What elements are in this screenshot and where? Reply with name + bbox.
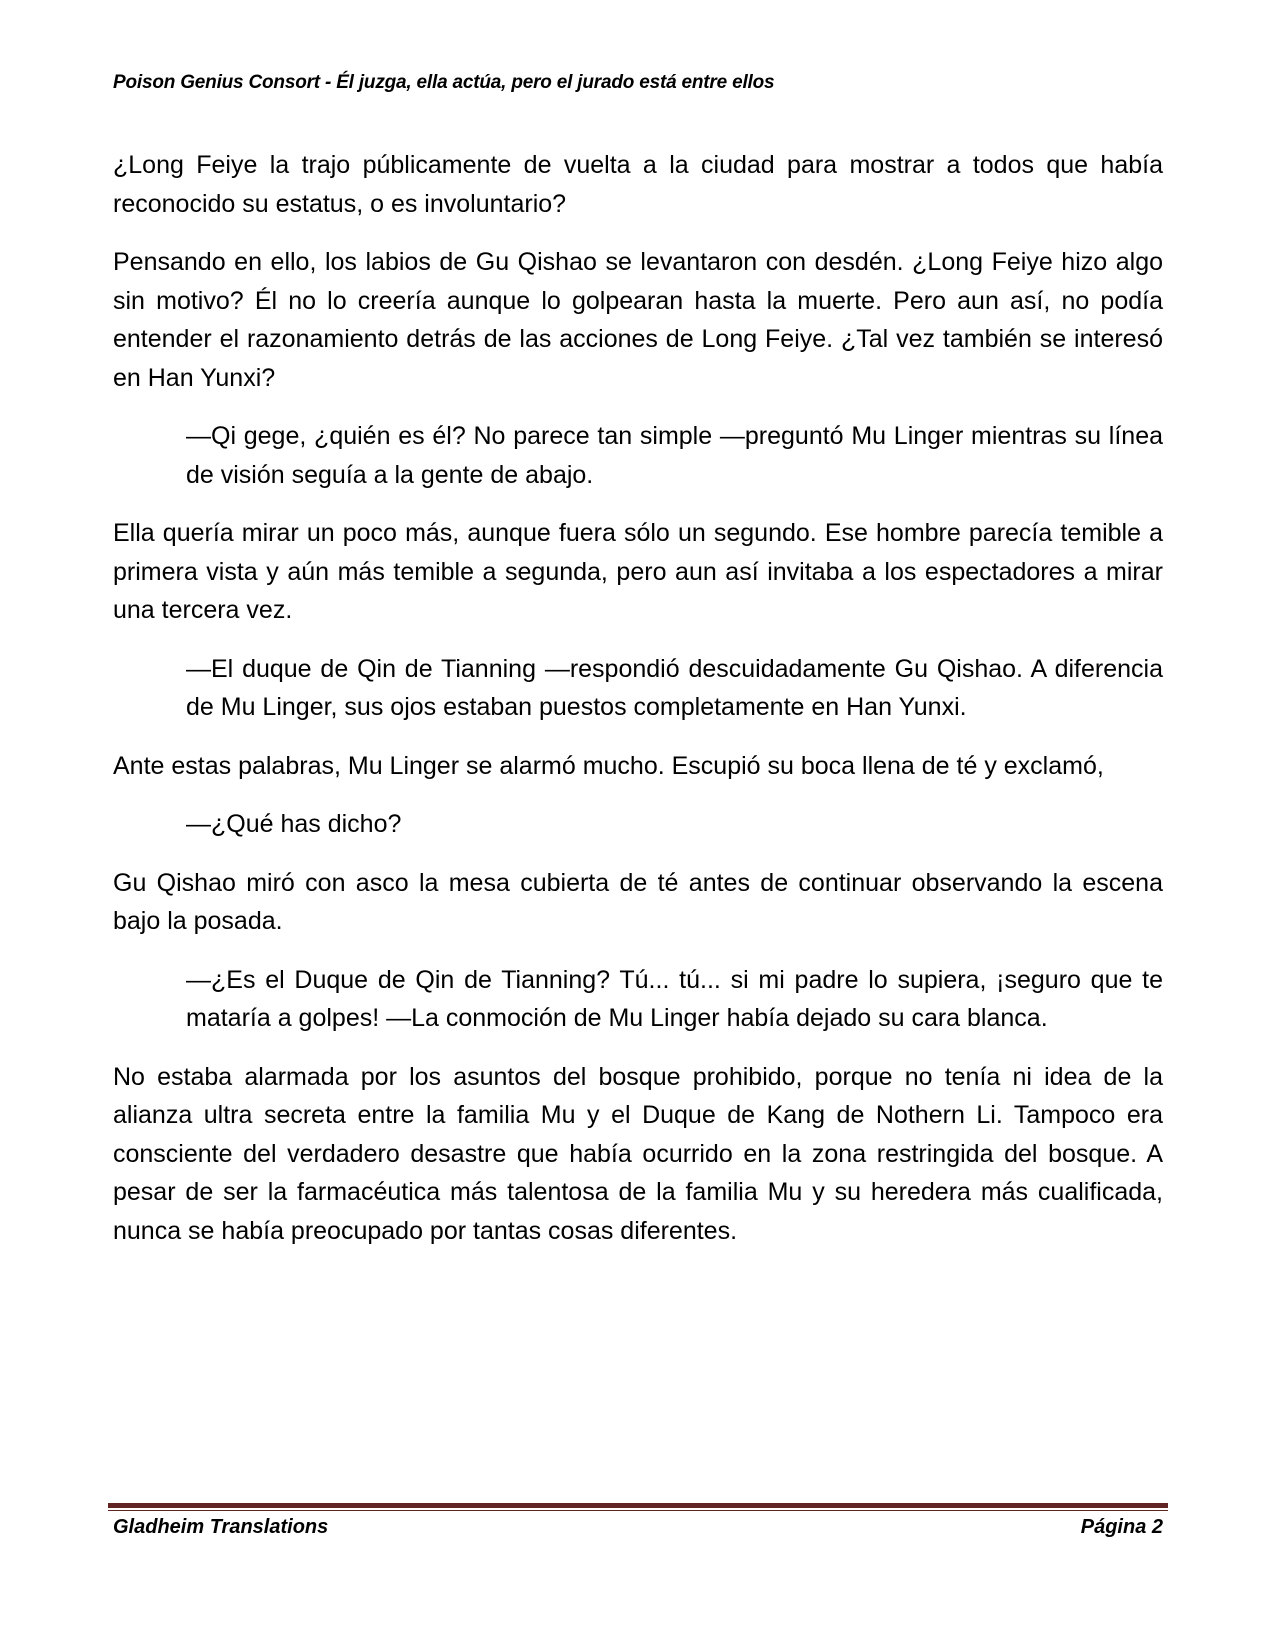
- paragraph: Ella quería mirar un poco más, aunque fuera sólo un segundo. Ese hombre parecía temible a primera vista y aún más temible a segunda, pero aun así invitaba a los espectadores a mirar una tercera vez.: [113, 519, 1163, 624]
- dialogue-paragraph: —¿Es el Duque de Qin de Tianning? Tú... tú... si mi padre lo supiera, ¡seguro que te mataría a golpes! —La conmoción de Mu Linger había dejado su cara blanca.: [186, 965, 1163, 1032]
- dialogue-paragraph: —Qi gege, ¿quién es él? No parece tan simple —preguntó Mu Linger mientras su línea de visión seguía a la gente de abajo.: [186, 422, 1163, 489]
- dialogue-paragraph: —¿Qué has dicho?: [186, 810, 402, 838]
- footer-divider-thin: [108, 1510, 1168, 1511]
- running-header: Poison Genius Consort - Él juzga, ella actúa, pero el jurado está entre ellos: [113, 72, 775, 93]
- paragraph: Pensando en ello, los labios de Gu Qishao se levantaron con desdén. ¿Long Feiye hizo algo sin motivo? Él no lo creería aunque lo golpearan hasta la muerte. Pero aun así, no podía entender el razonamiento detrás de las acciones de Long Feiye. ¿Tal vez también se interesó en Han Yunxi?: [113, 248, 1163, 392]
- paragraph: Ante estas palabras, Mu Linger se alarmó mucho. Escupió su boca llena de té y exclamó,: [113, 751, 1104, 780]
- paragraph: ¿Long Feiye la trajo públicamente de vuelta a la ciudad para mostrar a todos que había reconocido su estatus, o es involuntario?: [113, 151, 1163, 218]
- page-number: Página 2: [1080, 1516, 1163, 1538]
- body-text: [113, 146, 1163, 1270]
- dialogue-paragraph: —El duque de Qin de Tianning —respondió descuidadamente Gu Qishao. A diferencia de Mu Linger, sus ojos estaban puestos completamente en Han Yunxi.: [186, 654, 1163, 721]
- paragraph: No estaba alarmada por los asuntos del bosque prohibido, porque no tenía ni idea de la alianza ultra secreta entre la familia Mu y el Duque de Kang de Nothern Li. Tampoco era consciente del verdadero desastre que había ocurrido en la zona restringida del bosque. A pesar de ser la farmacéutica más talentosa de la familia Mu y su heredera más cualificada, nunca se había preocupado por tantas cosas diferentes.: [113, 1062, 1163, 1245]
- paragraph: Gu Qishao miró con asco la mesa cubierta de té antes de continuar observando la escena bajo la posada.: [113, 868, 1163, 935]
- page-footer: [113, 1516, 1163, 1539]
- footer-publisher: Gladheim Translations: [113, 1516, 329, 1538]
- footer-divider: [108, 1503, 1168, 1511]
